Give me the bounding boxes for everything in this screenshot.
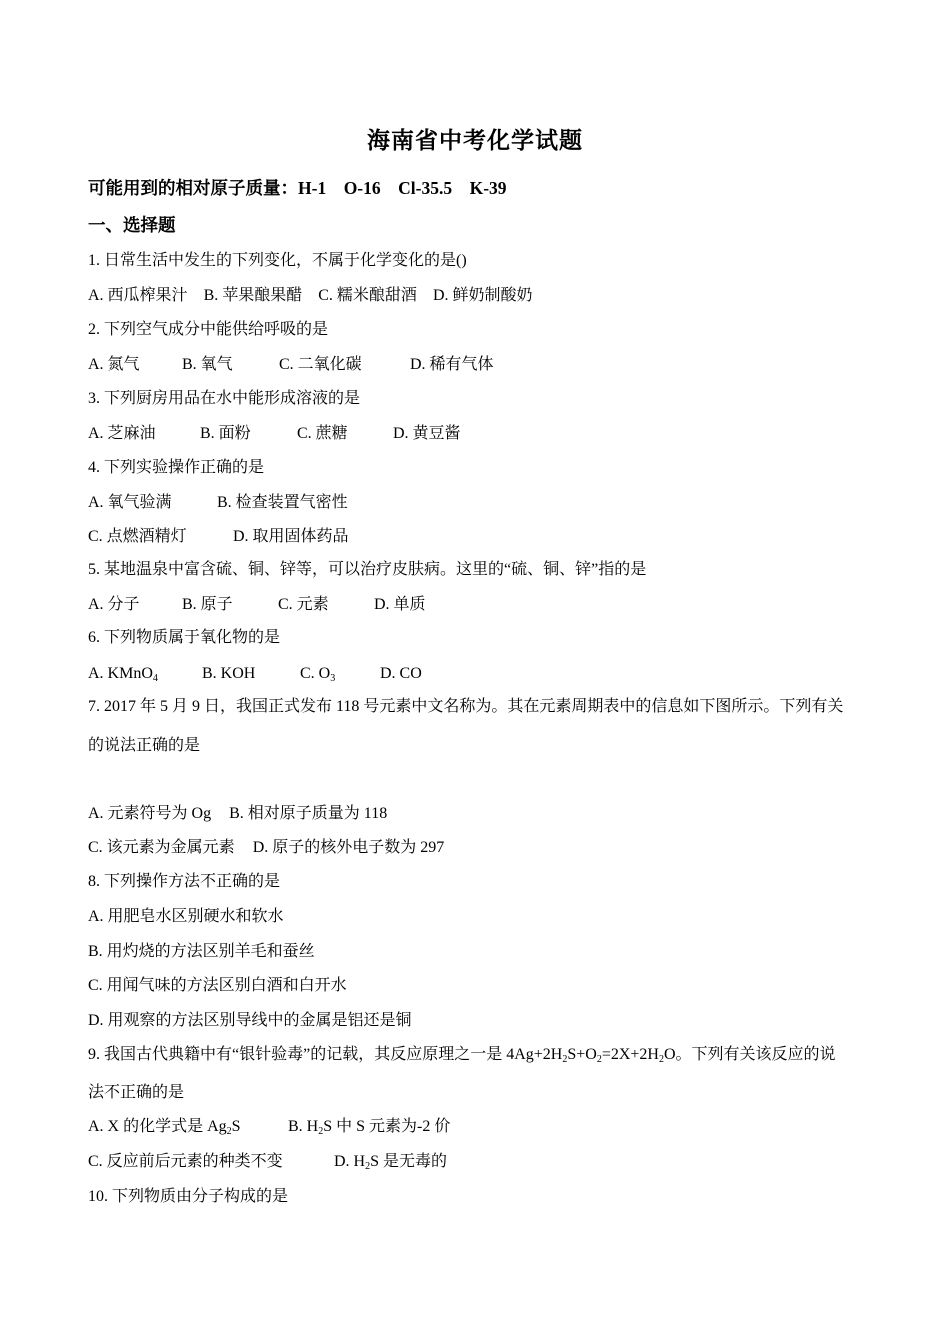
- option-c: C. 元素: [278, 596, 329, 613]
- question-7-stem-line1: 7. 2017 年 5 月 9 日，我国正式发布 118 号元素中文名称为。其在元素周期表中的信息如下图所示。下列有关: [88, 698, 844, 715]
- option-a: A. KMnO$_4$: [88, 665, 158, 684]
- question-9-stem-line2: 法不正确的是: [88, 1084, 185, 1101]
- question-2-options: [88, 355, 494, 375]
- option-d: D. 单质: [374, 596, 426, 613]
- question-6-stem: 6. 下列物质属于氧化物的是: [88, 629, 281, 646]
- question-8-option-a: A. 用肥皂水区别硬水和软水: [88, 908, 284, 925]
- option-d: D. 鲜奶制酸奶: [432, 287, 533, 304]
- option-a: A. 芝麻油: [88, 425, 156, 442]
- question-2-stem: 2. 下列空气成分中能供给呼吸的是: [88, 321, 329, 338]
- question-7-options-row2: [88, 838, 444, 858]
- question-4-stem: 4. 下列实验操作正确的是: [88, 459, 265, 476]
- option-a: A. 西瓜榨果汁: [88, 287, 188, 304]
- option-d: D. CO: [380, 665, 422, 682]
- option-a: A. 元素符号为 Og: [88, 805, 212, 822]
- question-4-options-row1: [88, 493, 348, 513]
- option-b: B. KOH: [202, 665, 256, 682]
- question-5-stem: 5. 某地温泉中富含硫、铜、锌等，可以治疗皮肤病。这里的“硫、铜、锌”指的是: [88, 561, 647, 578]
- option-a: A. X 的化学式是 $Ag_2S$: [88, 1118, 241, 1137]
- option-a: A. 氧气验满: [88, 494, 172, 511]
- option-c: C. 二氧化碳: [279, 356, 362, 373]
- atomic-mass-note: 可能用到的相对原子质量：H-1 O-16 Cl-35.5 K-39: [88, 178, 507, 198]
- option-a: A. 氮气: [88, 356, 140, 373]
- section-heading: 一、选择题: [88, 215, 176, 235]
- question-1-options: [88, 286, 533, 306]
- option-d: D. $H_2S$ 是无毒的: [334, 1153, 448, 1172]
- option-c: C. $O_3$: [300, 665, 336, 684]
- question-8-option-c: C. 用闻气味的方法区别白酒和白开水: [88, 977, 347, 994]
- option-a: A. 分子: [88, 596, 140, 613]
- question-7-stem-line2: 的说法正确的是: [88, 737, 201, 754]
- option-c: C. 糯米酿甜酒: [318, 287, 417, 304]
- option-d: D. 黄豆酱: [393, 425, 461, 442]
- question-3-options: [88, 424, 461, 444]
- question-9-options-row1: [88, 1117, 450, 1137]
- option-c: C. 蔗糖: [297, 425, 348, 442]
- question-9-options-row2: [88, 1152, 447, 1172]
- question-8-option-b: B. 用灼烧的方法区别羊毛和蚕丝: [88, 943, 315, 960]
- option-b: B. 检查装置气密性: [217, 494, 348, 511]
- option-b: B. 苹果酿果醋: [203, 287, 303, 304]
- option-d: D. 稀有气体: [410, 356, 494, 373]
- option-c: C. 反应前后元素的种类不变: [88, 1153, 283, 1170]
- question-1-stem: 1. 日常生活中发生的下列变化，不属于化学变化的是(): [88, 252, 467, 269]
- option-d: D. 原子的核外电子数为 297: [252, 839, 445, 856]
- option-b: B. 面粉: [200, 425, 251, 442]
- question-7-options-row1: [88, 804, 387, 824]
- option-d: D. 取用固体药品: [233, 528, 349, 545]
- option-b: B. 原子: [182, 596, 233, 613]
- question-10-stem: 10. 下列物质由分子构成的是: [88, 1188, 289, 1205]
- question-5-options: [88, 595, 426, 615]
- question-8-option-d: D. 用观察的方法区别导线中的金属是铝还是铜: [88, 1012, 412, 1029]
- option-c: C. 点燃酒精灯: [88, 528, 187, 545]
- option-b: B. $H_2S$ 中 S 元素为-2 价: [288, 1118, 451, 1137]
- question-8-stem: 8. 下列操作方法不正确的是: [88, 873, 281, 890]
- option-c: C. 该元素为金属元素: [88, 839, 235, 856]
- option-b: B. 氧气: [182, 356, 233, 373]
- question-9-stem-line1: 9. 我国古代典籍中有“银针验毒”的记载，其反应原理之一是 $4Ag+2H_2S+O_2=2X+2H_2O$。下列有关该反应的说: [88, 1046, 836, 1065]
- option-b: B. 相对原子质量为 118: [229, 805, 388, 822]
- question-4-options-row2: [88, 527, 349, 547]
- question-3-stem: 3. 下列厨房用品在水中能形成溶液的是: [88, 390, 361, 407]
- question-6-options: [88, 664, 422, 684]
- page-title: 海南省中考化学试题: [367, 128, 583, 153]
